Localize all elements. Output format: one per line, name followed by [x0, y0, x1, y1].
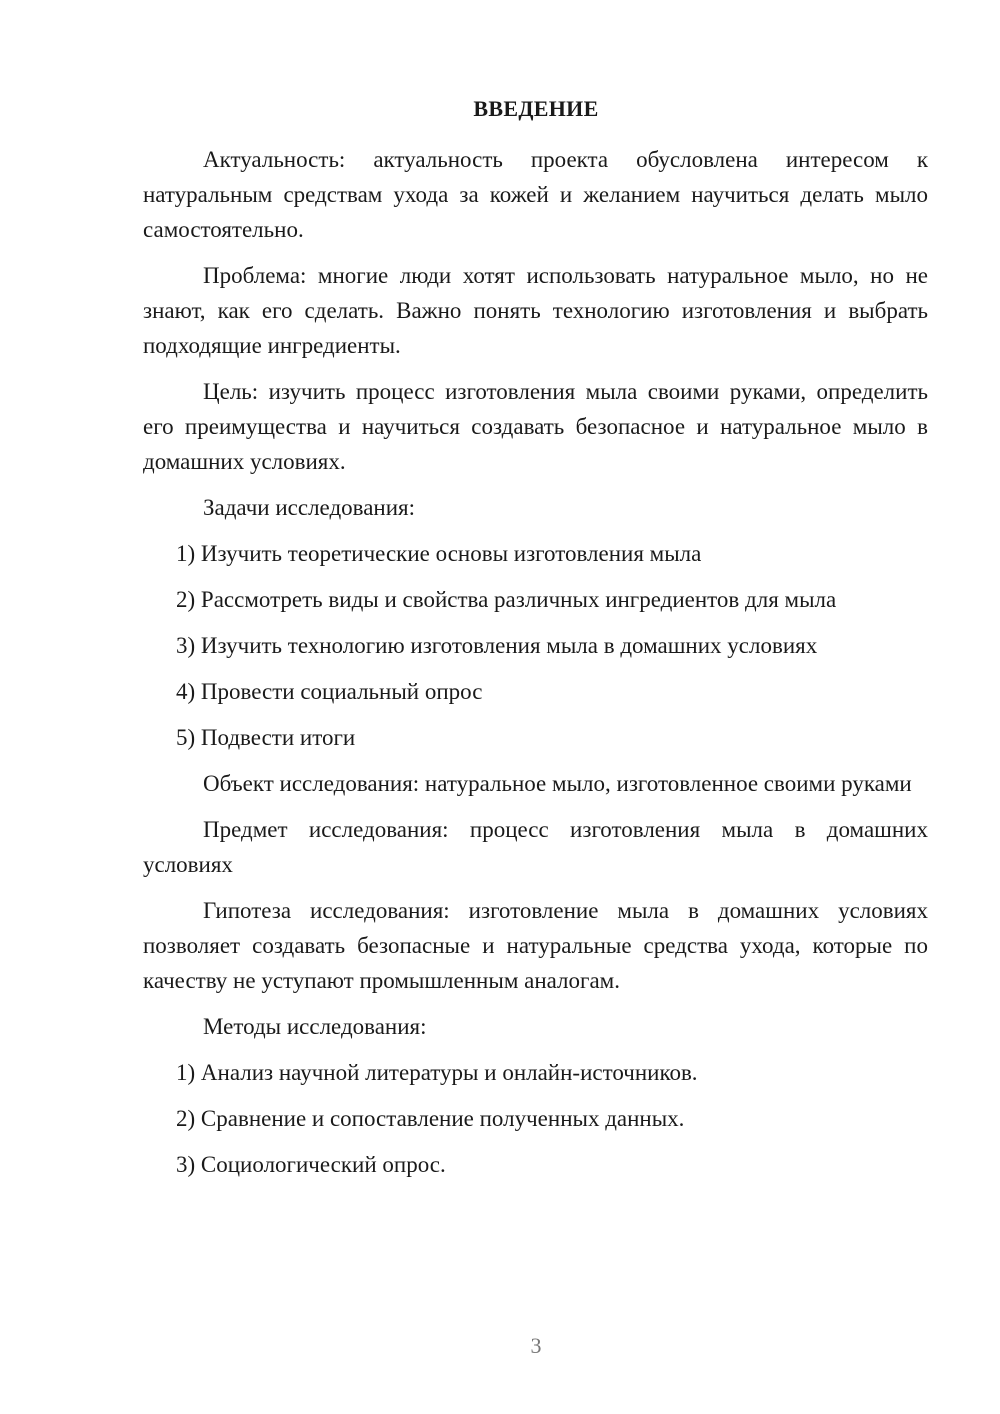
- list-item: 1) Анализ научной литературы и онлайн-источников.: [176, 1060, 698, 1085]
- tasks-heading: Задачи исследования:: [203, 495, 416, 520]
- page-number: 3: [530, 1333, 542, 1358]
- relevance-paragraph: Актуальность: актуальность проекта обусловлена интересом к натуральным средствам ухода за кожей и желанием научиться делать мыло самостоятельно.: [143, 147, 928, 242]
- page-title: ВВЕДЕНИЕ: [473, 96, 599, 121]
- tasks-list: [143, 536, 928, 755]
- methods-heading: Методы исследования:: [203, 1014, 427, 1039]
- object-paragraph: Объект исследования: натуральное мыло, изготовленное своими руками: [203, 771, 912, 796]
- list-item: 5) Подвести итоги: [176, 725, 356, 750]
- document-body: [143, 142, 928, 1193]
- subject-paragraph: Предмет исследования: процесс изготовления мыла в домашних условиях: [143, 817, 928, 877]
- list-item: 3) Социологический опрос.: [176, 1152, 446, 1177]
- list-item: 2) Рассмотреть виды и свойства различных ингредиентов для мыла: [176, 587, 837, 612]
- hypothesis-paragraph: Гипотеза исследования: изготовление мыла в домашних условиях позволяет создавать безопасные и натуральные средства ухода, которые по качеству не уступают промышленным аналогам.: [143, 898, 928, 993]
- list-item: 2) Сравнение и сопоставление полученных данных.: [176, 1106, 685, 1131]
- goal-paragraph: Цель: изучить процесс изготовления мыла своими руками, определить его преимущества и научиться создавать безопасное и натуральное мыло в домашних условиях.: [143, 379, 928, 474]
- list-item: 3) Изучить технологию изготовления мыла в домашних условиях: [176, 633, 818, 658]
- list-item: 1) Изучить теоретические основы изготовления мыла: [176, 541, 702, 566]
- problem-paragraph: Проблема: многие люди хотят использовать натуральное мыло, но не знают, как его сделать. Важно понять технологию изготовления и выбрать подходящие ингредиенты.: [143, 263, 928, 358]
- methods-list: [143, 1055, 928, 1182]
- list-item: 4) Провести социальный опрос: [176, 679, 483, 704]
